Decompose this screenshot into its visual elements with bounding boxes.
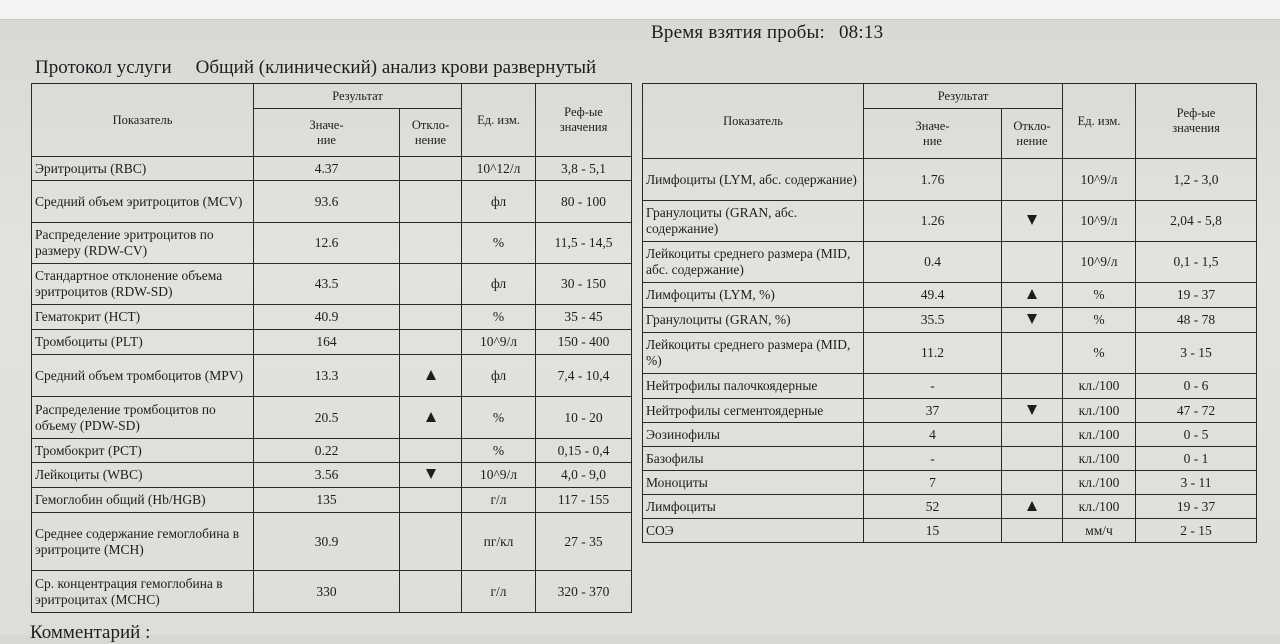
deviation-cell	[400, 463, 462, 488]
result-value: 20.5	[254, 397, 400, 439]
deviation-cell	[400, 571, 462, 613]
deviation-cell	[400, 488, 462, 513]
unit-cell: %	[1063, 283, 1136, 308]
reference-range: 30 - 150	[536, 264, 632, 305]
result-value: 164	[254, 330, 400, 355]
table-row	[32, 355, 632, 397]
reference-range: 27 - 35	[536, 513, 632, 571]
indicator-name: Лейкоциты (WBC)	[32, 463, 254, 488]
sample-time	[651, 22, 883, 44]
unit-cell: мм/ч	[1063, 519, 1136, 543]
indicator-name: Эозинофилы	[643, 423, 864, 447]
reference-range: 0,15 - 0,4	[536, 439, 632, 463]
reference-range: 117 - 155	[536, 488, 632, 513]
table-row	[643, 423, 1257, 447]
table-row	[643, 201, 1257, 242]
table-row	[643, 399, 1257, 423]
left-results-table	[31, 83, 632, 613]
reference-range: 10 - 20	[536, 397, 632, 439]
unit-cell: кл./100	[1063, 374, 1136, 399]
unit-cell: 10^12/л	[462, 157, 536, 181]
protocol-title	[35, 57, 596, 79]
indicator-name: Лейкоциты среднего размера (MID, абс. содержание)	[643, 242, 864, 283]
result-value: 40.9	[254, 305, 400, 330]
reference-range: 2,04 - 5,8	[1136, 201, 1257, 242]
indicator-name: Гранулоциты (GRAN, абс. содержание)	[643, 201, 864, 242]
indicator-name: Ср. концентрация гемоглобина в эритроцитах (MCHC)	[32, 571, 254, 613]
col-result-header: Результат	[254, 84, 462, 109]
deviation-cell	[1002, 399, 1063, 423]
result-value: -	[864, 374, 1002, 399]
unit-cell: кл./100	[1063, 447, 1136, 471]
deviation-cell	[1002, 471, 1063, 495]
deviation-cell	[1002, 242, 1063, 283]
result-value: 0.22	[254, 439, 400, 463]
indicator-name: Тромбокрит (PCT)	[32, 439, 254, 463]
table-row	[643, 308, 1257, 333]
paper-top-strip	[0, 0, 1280, 20]
reference-range: 3,8 - 5,1	[536, 157, 632, 181]
result-value: 30.9	[254, 513, 400, 571]
col-deviation-header: Откло- нение	[1002, 109, 1063, 159]
reference-range: 11,5 - 14,5	[536, 223, 632, 264]
deviation-cell	[1002, 374, 1063, 399]
indicator-name: Гранулоциты (GRAN, %)	[643, 308, 864, 333]
reference-range: 3 - 11	[1136, 471, 1257, 495]
unit-cell: 10^9/л	[1063, 242, 1136, 283]
unit-cell: %	[462, 397, 536, 439]
reference-range: 0 - 5	[1136, 423, 1257, 447]
arrow-up-icon	[1027, 289, 1037, 299]
result-value: 43.5	[254, 264, 400, 305]
col-ref-header: Реф-ые значения	[1136, 84, 1257, 159]
reference-range: 47 - 72	[1136, 399, 1257, 423]
reference-range: 48 - 78	[1136, 308, 1257, 333]
col-unit-header: Ед. изм.	[1063, 84, 1136, 159]
table-row	[32, 157, 632, 181]
result-value: 330	[254, 571, 400, 613]
right-results-table	[642, 83, 1257, 543]
deviation-cell	[1002, 447, 1063, 471]
table-row	[643, 159, 1257, 201]
deviation-cell	[400, 264, 462, 305]
deviation-cell	[1002, 519, 1063, 543]
arrow-up-icon	[426, 370, 436, 380]
col-ref-header: Реф-ые значения	[536, 84, 632, 157]
sample-time-value: 08:13	[838, 22, 884, 43]
indicator-name: СОЭ	[643, 519, 864, 543]
result-value: 3.56	[254, 463, 400, 488]
result-value: 12.6	[254, 223, 400, 264]
indicator-name: Стандартное отклонение объема эритроцитов (RDW-SD)	[32, 264, 254, 305]
unit-cell: 10^9/л	[1063, 201, 1136, 242]
result-value: 15	[864, 519, 1002, 543]
deviation-cell	[400, 330, 462, 355]
table-row	[643, 519, 1257, 543]
table-row	[643, 495, 1257, 519]
result-value: 13.3	[254, 355, 400, 397]
reference-range: 7,4 - 10,4	[536, 355, 632, 397]
deviation-cell	[400, 397, 462, 439]
table-row	[32, 488, 632, 513]
unit-cell: %	[1063, 308, 1136, 333]
result-value: 35.5	[864, 308, 1002, 333]
left-table-body	[32, 157, 632, 613]
reference-range: 0,1 - 1,5	[1136, 242, 1257, 283]
indicator-name: Средний объем эритроцитов (MCV)	[32, 181, 254, 223]
indicator-name: Распределение тромбоцитов по объему (PDW-SD)	[32, 397, 254, 439]
indicator-name: Моноциты	[643, 471, 864, 495]
table-row	[643, 374, 1257, 399]
reference-range: 150 - 400	[536, 330, 632, 355]
result-value: 49.4	[864, 283, 1002, 308]
indicator-name: Распределение эритроцитов по размеру (RDW-CV)	[32, 223, 254, 264]
unit-cell: фл	[462, 355, 536, 397]
indicator-name: Лимфоциты	[643, 495, 864, 519]
table-row	[643, 333, 1257, 374]
table-row	[32, 513, 632, 571]
right-table-body	[643, 159, 1257, 543]
result-value: 52	[864, 495, 1002, 519]
result-value: -	[864, 447, 1002, 471]
result-value: 11.2	[864, 333, 1002, 374]
indicator-name: Нейтрофилы сегментоядерные	[643, 399, 864, 423]
deviation-cell	[400, 439, 462, 463]
table-row	[32, 463, 632, 488]
table-row	[643, 447, 1257, 471]
indicator-name: Лейкоциты среднего размера (MID, %)	[643, 333, 864, 374]
col-result-header: Результат	[864, 84, 1063, 109]
indicator-name: Тромбоциты (PLT)	[32, 330, 254, 355]
result-value: 93.6	[254, 181, 400, 223]
table-row	[643, 242, 1257, 283]
unit-cell: кл./100	[1063, 423, 1136, 447]
unit-cell: 10^9/л	[462, 330, 536, 355]
unit-cell: %	[1063, 333, 1136, 374]
col-value-header: Значе- ние	[254, 109, 400, 157]
result-value: 0.4	[864, 242, 1002, 283]
unit-cell: кл./100	[1063, 399, 1136, 423]
unit-cell: фл	[462, 181, 536, 223]
unit-cell: 10^9/л	[462, 463, 536, 488]
deviation-cell	[1002, 308, 1063, 333]
deviation-cell	[400, 513, 462, 571]
reference-range: 19 - 37	[1136, 283, 1257, 308]
comment-label: Комментарий :	[30, 622, 151, 643]
reference-range: 2 - 15	[1136, 519, 1257, 543]
deviation-cell	[400, 157, 462, 181]
col-unit-header: Ед. изм.	[462, 84, 536, 157]
table-row	[32, 305, 632, 330]
unit-cell: %	[462, 305, 536, 330]
deviation-cell	[1002, 495, 1063, 519]
arrow-up-icon	[426, 412, 436, 422]
arrow-down-icon	[426, 469, 436, 479]
table-row	[32, 397, 632, 439]
indicator-name: Базофилы	[643, 447, 864, 471]
indicator-name: Гемоглобин общий (Hb/HGB)	[32, 488, 254, 513]
table-row	[32, 181, 632, 223]
reference-range: 80 - 100	[536, 181, 632, 223]
reference-range: 3 - 15	[1136, 333, 1257, 374]
deviation-cell	[1002, 283, 1063, 308]
result-value: 37	[864, 399, 1002, 423]
deviation-cell	[1002, 423, 1063, 447]
protocol-label: Протокол услуги	[35, 57, 172, 78]
arrow-down-icon	[1027, 215, 1037, 225]
result-value: 4	[864, 423, 1002, 447]
col-value-header: Значе- ние	[864, 109, 1002, 159]
table-row	[32, 223, 632, 264]
col-indicator-header: Показатель	[643, 84, 864, 159]
reference-range: 1,2 - 3,0	[1136, 159, 1257, 201]
deviation-cell	[1002, 333, 1063, 374]
table-row	[32, 439, 632, 463]
result-value: 1.26	[864, 201, 1002, 242]
col-deviation-header: Откло- нение	[400, 109, 462, 157]
sample-time-label: Время взятия пробы:	[651, 22, 825, 43]
deviation-cell	[400, 223, 462, 264]
unit-cell: пг/кл	[462, 513, 536, 571]
col-indicator-header: Показатель	[32, 84, 254, 157]
result-value: 4.37	[254, 157, 400, 181]
protocol-name: Общий (клинический) анализ крови развернутый	[195, 57, 597, 78]
unit-cell: %	[462, 439, 536, 463]
reference-range: 35 - 45	[536, 305, 632, 330]
deviation-cell	[1002, 159, 1063, 201]
reference-range: 0 - 6	[1136, 374, 1257, 399]
table-row	[32, 264, 632, 305]
unit-cell: %	[462, 223, 536, 264]
table-row	[32, 571, 632, 613]
unit-cell: г/л	[462, 488, 536, 513]
result-value: 7	[864, 471, 1002, 495]
arrow-down-icon	[1027, 405, 1037, 415]
unit-cell: кл./100	[1063, 495, 1136, 519]
indicator-name: Лимфоциты (LYM, %)	[643, 283, 864, 308]
deviation-cell	[1002, 201, 1063, 242]
indicator-name: Средний объем тромбоцитов (MPV)	[32, 355, 254, 397]
reference-range: 19 - 37	[1136, 495, 1257, 519]
reference-range: 4,0 - 9,0	[536, 463, 632, 488]
arrow-up-icon	[1027, 501, 1037, 511]
result-value: 1.76	[864, 159, 1002, 201]
unit-cell: кл./100	[1063, 471, 1136, 495]
unit-cell: г/л	[462, 571, 536, 613]
reference-range: 0 - 1	[1136, 447, 1257, 471]
indicator-name: Среднее содержание гемоглобина в эритроците (MCH)	[32, 513, 254, 571]
indicator-name: Лимфоциты (LYM, абс. содержание)	[643, 159, 864, 201]
arrow-down-icon	[1027, 314, 1037, 324]
deviation-cell	[400, 181, 462, 223]
table-row	[643, 283, 1257, 308]
result-value: 135	[254, 488, 400, 513]
deviation-cell	[400, 305, 462, 330]
unit-cell: фл	[462, 264, 536, 305]
indicator-name: Эритроциты (RBC)	[32, 157, 254, 181]
indicator-name: Гематокрит (HCT)	[32, 305, 254, 330]
unit-cell: 10^9/л	[1063, 159, 1136, 201]
table-row	[32, 330, 632, 355]
reference-range: 320 - 370	[536, 571, 632, 613]
deviation-cell	[400, 355, 462, 397]
indicator-name: Нейтрофилы палочкоядерные	[643, 374, 864, 399]
table-row	[643, 471, 1257, 495]
